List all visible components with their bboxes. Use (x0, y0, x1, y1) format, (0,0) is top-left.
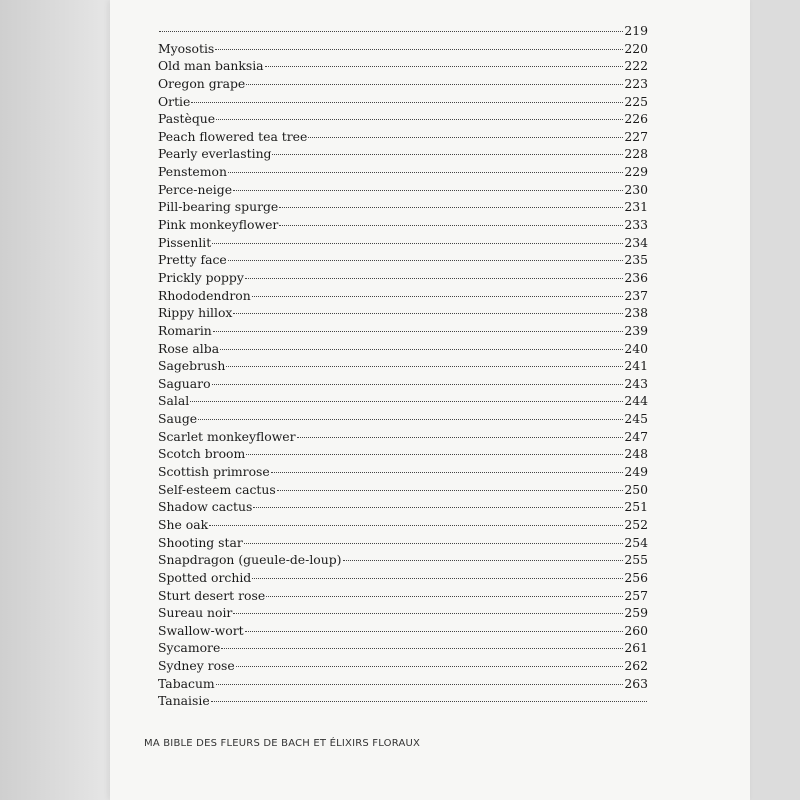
toc-entry (158, 304, 648, 322)
dot-leader (159, 31, 623, 32)
toc-entry-label: Sydney rose (158, 658, 235, 674)
toc-entry (158, 128, 648, 146)
toc-entry (158, 357, 648, 375)
dot-leader (213, 331, 624, 332)
toc-entry-label: Rose alba (158, 340, 220, 356)
toc-entry (158, 163, 648, 181)
toc-entry-label: Swallow-wort (158, 622, 244, 638)
dot-leader (277, 490, 624, 491)
dot-leader (279, 225, 623, 226)
toc-entry-label: Pretty face (158, 252, 227, 268)
toc-entry-label: Pill-bearing spurge (158, 199, 279, 215)
page-shadow (0, 0, 110, 800)
dot-leader (198, 419, 623, 420)
toc-entry-label: She oak (158, 516, 209, 532)
dot-leader (297, 437, 624, 438)
dot-leader (209, 525, 623, 526)
toc-entry-page-number: 245 (624, 411, 648, 427)
toc-entry (158, 198, 648, 216)
dot-leader (233, 313, 623, 314)
dot-leader (272, 154, 623, 155)
dot-leader (228, 172, 623, 173)
toc-entry-label: Prickly poppy (158, 269, 244, 285)
toc-entry (158, 481, 648, 499)
toc-entry-page-number: 250 (624, 481, 648, 497)
toc-entry-label: Sureau noir (158, 605, 233, 621)
toc-entry-page-number: 247 (624, 428, 648, 444)
toc-entry-page-number: 230 (624, 181, 648, 197)
toc-entry-label: Scarlet monkeyflower (158, 428, 296, 444)
toc-entry-label: Sycamore (158, 640, 221, 656)
dot-leader (228, 260, 624, 261)
toc-entry-label: Salal (158, 393, 190, 409)
toc-entry-label: Pastèque (158, 111, 216, 127)
dot-leader (246, 84, 623, 85)
toc-entry-page-number: 228 (624, 146, 648, 162)
toc-entry-label: Pissenlit (158, 234, 212, 250)
dot-leader (253, 507, 623, 508)
toc-entry-page-number: 229 (624, 164, 648, 180)
toc-entry-page-number: 249 (624, 464, 648, 480)
toc-entry-label: Scotch broom (158, 446, 246, 462)
toc-entry (158, 251, 648, 269)
toc-entry (158, 40, 648, 58)
dot-leader (265, 66, 624, 67)
toc-entry (158, 463, 648, 481)
toc-entry (158, 639, 648, 657)
toc-entry-page-number: 260 (624, 622, 648, 638)
toc-entry-label: Saguaro (158, 375, 211, 391)
toc-entry-page-number: 240 (624, 340, 648, 356)
toc-entry-page-number: 261 (624, 640, 648, 656)
toc-entry (158, 392, 648, 410)
toc-entry-label: Old man banksia (158, 58, 264, 74)
toc-entry (158, 181, 648, 199)
toc-entry-page-number: 225 (624, 93, 648, 109)
toc-entry (158, 445, 648, 463)
toc-entry-label: Ortie (158, 93, 191, 109)
toc-entry-label: Shooting star (158, 534, 243, 550)
toc-entry (158, 569, 648, 587)
toc-entry-page-number: 226 (624, 111, 648, 127)
toc-entry-label: Rippy hillox (158, 305, 233, 321)
toc-entry-label: Rhododendron (158, 287, 251, 303)
dot-leader (252, 578, 623, 579)
toc-entry-label: Oregon grape (158, 75, 246, 91)
toc-entry-page-number: 237 (624, 287, 648, 303)
dot-leader (271, 472, 624, 473)
dot-leader (191, 102, 623, 103)
toc-entry (158, 75, 648, 93)
dot-leader (246, 454, 623, 455)
toc-entry (158, 57, 648, 75)
toc-entry-page-number: 236 (624, 269, 648, 285)
dot-leader (216, 684, 624, 685)
dot-leader (212, 384, 624, 385)
toc-entry (158, 110, 648, 128)
toc-entry-label: Snapdragon (gueule-de-loup) (158, 552, 342, 568)
dot-leader (245, 631, 624, 632)
toc-entry (158, 410, 648, 428)
toc-entry-page-number: 238 (624, 305, 648, 321)
toc-entry-page-number: 243 (624, 375, 648, 391)
toc-entry (158, 375, 648, 393)
toc-entry-label: Sturt desert rose (158, 587, 266, 603)
dot-leader (216, 119, 623, 120)
dot-leader (266, 596, 623, 597)
toc-entry-page-number: 220 (624, 40, 648, 56)
toc-entry-page-number: 227 (624, 128, 648, 144)
dot-leader (190, 401, 623, 402)
dot-leader (236, 666, 624, 667)
toc-entry-page-number: 259 (624, 605, 648, 621)
toc-entry-label: Romarin (158, 322, 212, 338)
dot-leader (220, 349, 623, 350)
toc-entry (158, 587, 648, 605)
toc-entry (158, 340, 648, 358)
toc-entry-page-number: 256 (624, 569, 648, 585)
book-page (110, 0, 750, 800)
toc-entry-page-number: 248 (624, 446, 648, 462)
toc-entry (158, 657, 648, 675)
toc-entry-label: Perce-neige (158, 181, 233, 197)
toc-entry-page-number: 231 (624, 199, 648, 215)
toc-entry (158, 551, 648, 569)
toc-entry-label: Tanaisie (158, 693, 210, 709)
toc-entry (158, 145, 648, 163)
toc-entry-page-number: 234 (624, 234, 648, 250)
dot-leader (308, 137, 623, 138)
toc-entry (158, 234, 648, 252)
toc-entry (158, 269, 648, 287)
toc-entry-page-number: 219 (624, 23, 648, 38)
toc-entry-page-number: 233 (624, 217, 648, 233)
book-title-footer: MA BIBLE DES FLEURS DE BACH ET ÉLIXIRS FLORAUX (144, 738, 421, 749)
toc-entry (158, 516, 648, 534)
toc-entry (158, 675, 648, 693)
toc-entry (158, 287, 648, 305)
toc-entry-label: Self-esteem cactus (158, 481, 276, 497)
dot-leader (212, 243, 623, 244)
dot-leader (215, 49, 623, 50)
toc-entry-label: Pearly everlasting (158, 146, 272, 162)
dot-leader (233, 613, 623, 614)
dot-leader (343, 560, 624, 561)
dot-leader (252, 296, 624, 297)
toc-entry-label: Shadow cactus (158, 499, 253, 515)
toc-entry-page-number: 223 (624, 75, 648, 91)
toc-entry (158, 428, 648, 446)
toc-entry (158, 216, 648, 234)
toc-entry-page-number: 257 (624, 587, 648, 603)
toc-entry (158, 534, 648, 552)
toc-entry-page-number: 254 (624, 534, 648, 550)
dot-leader (279, 207, 623, 208)
toc-entry-page-number: 251 (624, 499, 648, 515)
toc-entry-label: Spotted orchid (158, 569, 252, 585)
toc-entry (158, 322, 648, 340)
toc-entry-label: Pink monkeyflower (158, 217, 279, 233)
dot-leader (221, 648, 623, 649)
toc-entry-page-number: 263 (624, 675, 648, 691)
toc-entry-page-number: 252 (624, 516, 648, 532)
toc-entry (158, 22, 648, 40)
dot-leader (226, 366, 623, 367)
toc-entry-page-number: 241 (624, 358, 648, 374)
toc-entry (158, 692, 648, 710)
toc-entry-page-number: 262 (624, 658, 648, 674)
toc-entry-label: Scottish primrose (158, 464, 270, 480)
dot-leader (244, 543, 624, 544)
toc-entry-page-number: 235 (624, 252, 648, 268)
toc-entry (158, 498, 648, 516)
toc-entry-label: Sauge (158, 411, 198, 427)
toc-entry (158, 604, 648, 622)
toc-entry-page-number: 255 (624, 552, 648, 568)
toc-entry-label: Peach flowered tea tree (158, 128, 308, 144)
table-of-contents (158, 22, 648, 710)
toc-entry-label: Myosotis (158, 40, 215, 56)
toc-entry-page-number: 222 (624, 58, 648, 74)
dot-leader (233, 190, 623, 191)
toc-entry-label: Sagebrush (158, 358, 226, 374)
dot-leader (211, 701, 647, 702)
toc-entry-page-number: 239 (624, 322, 648, 338)
toc-entry-label: Penstemon (158, 164, 227, 180)
toc-entry (158, 622, 648, 640)
toc-entry (158, 93, 648, 111)
toc-entry-page-number: 244 (624, 393, 648, 409)
dot-leader (245, 278, 624, 279)
toc-entry-label: Tabacum (158, 675, 215, 691)
